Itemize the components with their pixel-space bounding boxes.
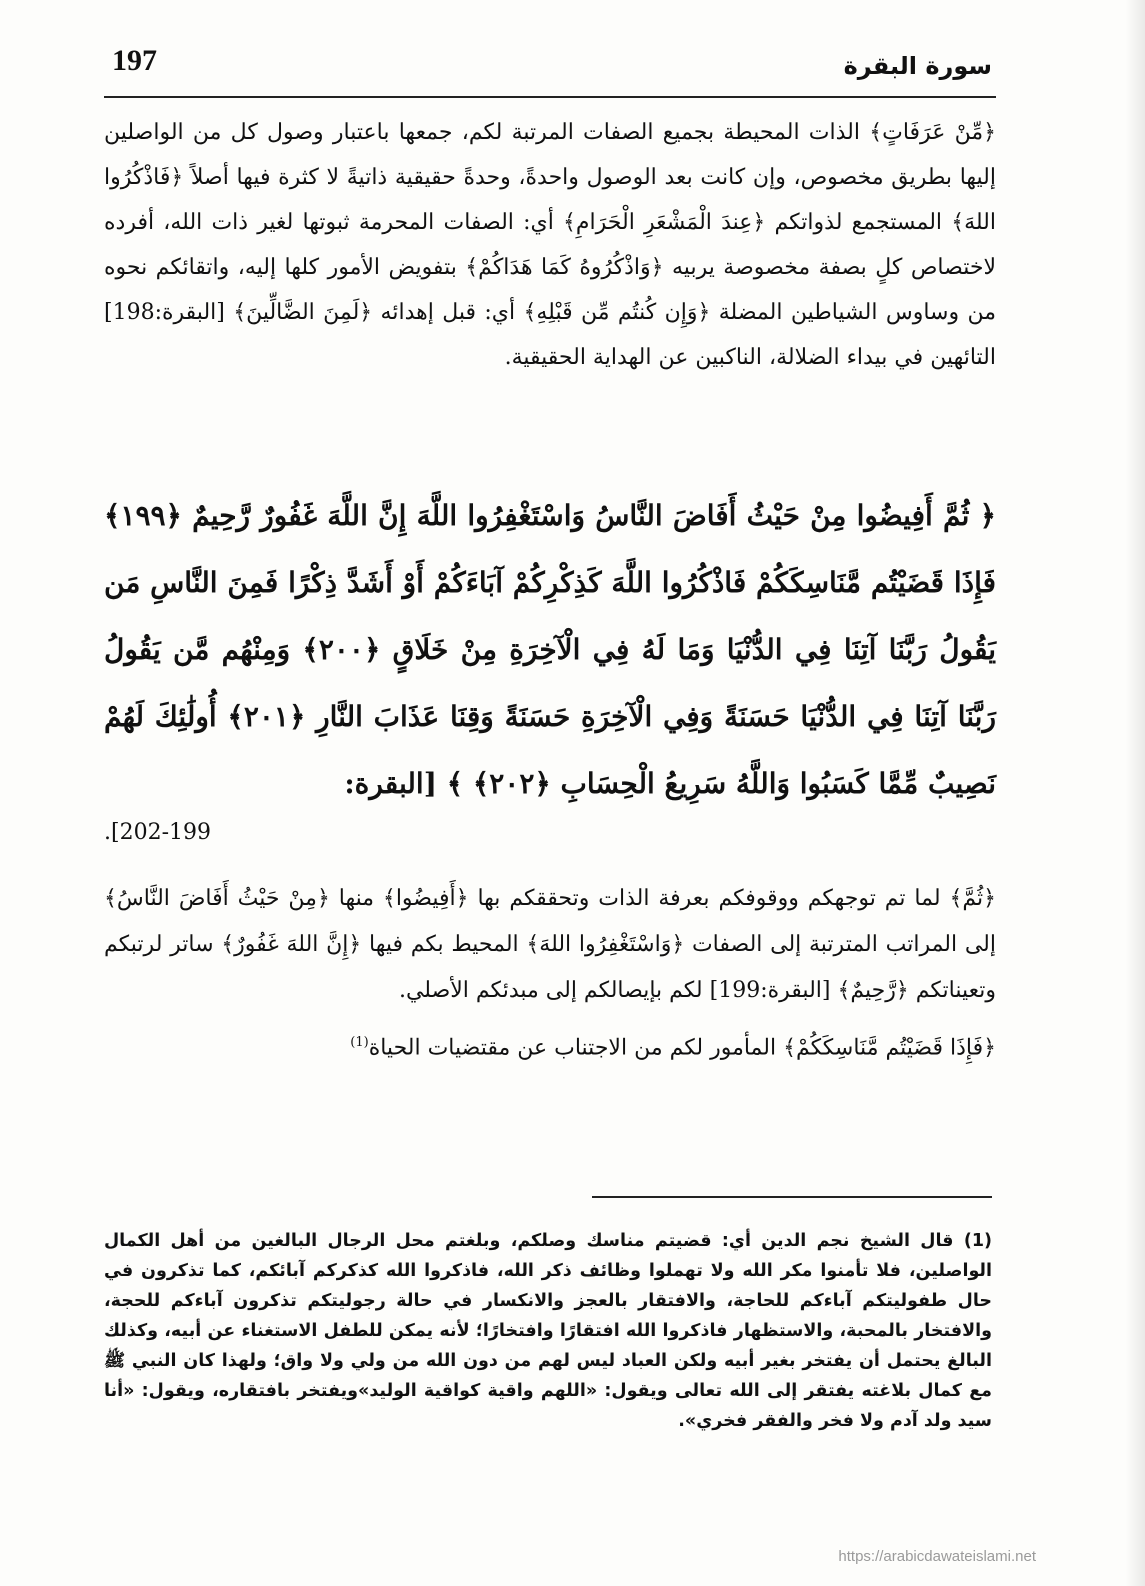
commentary-section — [104, 876, 996, 1077]
watermark-url: https://arabicdawateislami.net — [838, 1548, 1036, 1565]
footnote-text: (1) قال الشيخ نجم الدين أي: قضيتم مناسك وصلكم، وبلغتم محل الرجال البالغين من أهل الكمال الواصلين، فلا تأمنوا مكر الله ولا تهملوا وظائف ذكر الله، فاذكروا الله كذكركم آبائكم، كما تذكرون في حال طفوليتكم آباءكم للحاجة، والافتقار بالعجز والانكسار في حالة رجوليتكم تذكرون آباءكم للحجة، والافتخار بالمحبة، والاستظهار فاذكروا الله افتقارًا وافتخارًا؛ لأنه يمكن للطفل الاستغناء عن أبيه، وكذلك البالغ يحتمل أن يفتخر بغير أبيه ولكن العباد ليس لهم من دون الله من ولي ولا واق؛ ولهذا كان النبي ﷺ مع كمال بلاغته يفتقر إلى الله تعالى ويقول: «اللهم واقية كواقية الوليد»ويفتخر بافتقاره، ويقول: «أنا سيد ولد آدم ولا فخر والفقر فخري». — [104, 1231, 992, 1431]
commentary-paragraph-2-text: ﴿فَإِذَا قَضَيْتُم مَّنَاسِكَكُمْ﴾ المأمور لكم من الاجتناب عن مقتضيات الحياة — [368, 1035, 996, 1061]
footnote-divider — [592, 1196, 992, 1198]
surah-title: سورة البقرة — [843, 52, 992, 80]
quran-verses: ﴿ ثُمَّ أَفِيضُوا مِنْ حَيْثُ أَفَاضَ النَّاسُ وَاسْتَغْفِرُوا اللَّهَ إِنَّ اللَّهَ غَفُورٌ رَّحِيمٌ ﴿١٩٩﴾ فَإِذَا قَضَيْتُم مَّنَاسِكَكُمْ فَاذْكُرُوا اللَّهَ كَذِكْرِكُمْ آبَاءَكُمْ أَوْ أَشَدَّ ذِكْرًا فَمِنَ النَّاسِ مَن يَقُولُ رَبَّنَا آتِنَا فِي الدُّنْيَا وَمَا لَهُ فِي الْآخِرَةِ مِنْ خَلَاقٍ ﴿٢٠٠﴾ وَمِنْهُم مَّن يَقُولُ رَبَّنَا آتِنَا فِي الدُّنْيَا حَسَنَةً وَفِي الْآخِرَةِ حَسَنَةً وَقِنَا عَذَابَ النَّارِ ﴿٢٠١﴾ أُولَٰئِكَ لَهُمْ نَصِيبٌ مِّمَّا كَسَبُوا وَاللَّهُ سَرِيعُ الْحِسَابِ ﴿٢٠٢﴾ ﴾ [البقرة: — [104, 499, 996, 800]
page-number: 197 — [112, 44, 157, 77]
page-edge-shadow — [1125, 0, 1145, 1586]
footnote-marker: (1) — [350, 1035, 369, 1050]
verse-reference: 202-199]. — [104, 820, 211, 845]
commentary-paragraph-1: ﴿ثُمَّ﴾ لما تم توجهكم ووقوفكم بعرفة الذات وتحققكم بها ﴿أَفِيضُوا﴾ منها ﴿مِنْ حَيْثُ أَفَاضَ النَّاسُ﴾ إلى المراتب المترتبة إلى الصفات ﴿وَاسْتَغْفِرُوا اللهَ﴾ المحيط بكم فيها ﴿إِنَّ اللهَ غَفُورٌ﴾ ساتر لرتبكم وتعيناتكم ﴿رَّحِيمٌ﴾ [البقرة:199] لكم بإيصالكم إلى مبدئكم الأصلي. — [104, 886, 996, 1003]
tafsir-paragraph: ﴿مِّنْ عَرَفَاتٍ﴾ الذات المحيطة بجميع الصفات المرتبة لكم، جمعها باعتبار وصول كل من الواصلين إليها بطريق مخصوص، وإن كانت بعد الوصول واحدةً، وحدةً حقيقية ذاتيةً لا كثرة فيها أصلاً ﴿فَاذْكُرُوا اللهَ﴾ المستجمع لذواتكم ﴿عِندَ الْمَشْعَرِ الْحَرَامِ﴾ أي: الصفات المحرمة ثبوتها لغير ذات الله، أفرده لاختصاص كلٍ بصفة مخصوصة يربيه ﴿وَاذْكُرُوهُ كَمَا هَدَاكُمْ﴾ بتفويض الأمور كلها إليه، واتقائكم نحوه من وساوس الشياطين المضلة ﴿وَإِن كُنتُم مِّن قَبْلِهِ﴾ أي: قبل إهدائه ﴿لَمِنَ الضَّالِّينَ﴾ [البقرة:198] التائهين في بيداء الضلالة، الناكبين عن الهداية الحقيقية. — [104, 120, 996, 370]
header-divider — [104, 96, 996, 98]
page-header — [104, 42, 996, 94]
commentary-paragraph-2 — [104, 1020, 996, 1071]
